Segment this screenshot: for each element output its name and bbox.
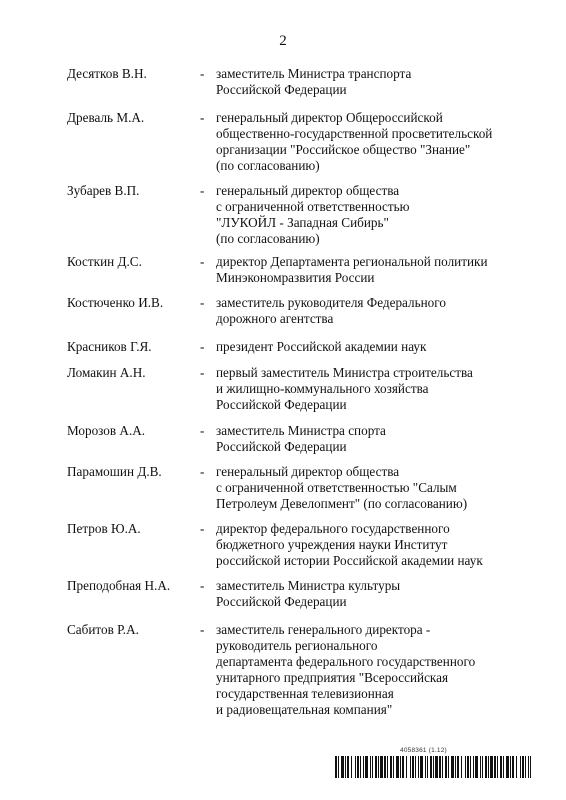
barcode-bar bbox=[378, 756, 379, 778]
description-line: и жилищно-коммунального хозяйства bbox=[216, 381, 429, 396]
description-line: руководитель регионального bbox=[216, 638, 378, 653]
position-description bbox=[216, 110, 516, 174]
barcode-bar bbox=[522, 756, 524, 778]
position-description bbox=[216, 521, 516, 569]
person-name: Петров Ю.А. bbox=[67, 521, 141, 536]
barcode-bar bbox=[497, 756, 498, 778]
barcode-bar bbox=[402, 756, 404, 778]
description-line: департамента федерального государственного bbox=[216, 654, 476, 669]
person-name: Ломакин А.Н. bbox=[67, 365, 146, 380]
barcode-bar bbox=[480, 756, 481, 778]
barcode-bar bbox=[528, 756, 529, 778]
barcode-bar bbox=[500, 756, 502, 778]
barcode-bar bbox=[530, 756, 531, 778]
barcode-bar bbox=[341, 756, 344, 778]
dash-separator: - bbox=[200, 464, 205, 479]
person-name: Древаль М.А. bbox=[67, 110, 145, 125]
barcode-bar bbox=[506, 756, 509, 778]
description-line: Петролеум Девелопмент" (по согласованию) bbox=[216, 496, 468, 511]
barcode-bar bbox=[430, 756, 432, 778]
person-name: Зубарев В.П. bbox=[67, 183, 140, 198]
description-line: (по согласованию) bbox=[216, 158, 320, 173]
barcode-bar bbox=[525, 756, 526, 778]
barcode-bar bbox=[375, 756, 377, 778]
barcode-bar bbox=[396, 756, 399, 778]
barcode-bar bbox=[482, 756, 483, 778]
barcode-bar bbox=[363, 756, 364, 778]
dash-separator: - bbox=[200, 578, 205, 593]
person-name: Морозов А.А. bbox=[67, 423, 146, 438]
barcode-bar bbox=[520, 756, 521, 778]
barcode-bar bbox=[439, 756, 441, 778]
person-name: Костюченко И.В. bbox=[67, 295, 164, 310]
barcode-bar bbox=[427, 756, 428, 778]
position-description bbox=[216, 66, 516, 98]
person-name: Красников Г.Я. bbox=[67, 339, 152, 354]
barcode-bar bbox=[470, 756, 471, 778]
barcode-bar bbox=[512, 756, 514, 778]
description-line: заместитель Министра транспорта bbox=[216, 66, 412, 81]
description-line: российской истории Российской академии наук bbox=[216, 553, 483, 568]
barcode-bar bbox=[387, 756, 388, 778]
barcode-bar bbox=[465, 756, 466, 778]
description-line: заместитель Министра культуры bbox=[216, 578, 401, 593]
barcode-bar bbox=[384, 756, 386, 778]
position-description bbox=[216, 365, 516, 413]
dash-separator: - bbox=[200, 622, 205, 637]
description-line: директор Департамента региональной политики bbox=[216, 254, 488, 269]
position-description bbox=[216, 254, 516, 286]
description-line: Минэкономразвития России bbox=[216, 270, 375, 285]
barcode-bar bbox=[448, 756, 449, 778]
barcode-bar bbox=[418, 756, 419, 778]
dash-separator: - bbox=[200, 183, 205, 198]
position-description bbox=[216, 464, 516, 512]
barcode-bar bbox=[467, 756, 469, 778]
description-line: заместитель Министра спорта bbox=[216, 423, 386, 438]
description-line: "ЛУКОЙЛ - Западная Сибирь" bbox=[216, 215, 389, 230]
description-line: (по согласованию) bbox=[216, 231, 320, 246]
barcode-bar bbox=[412, 756, 414, 778]
barcode-bar bbox=[365, 756, 368, 778]
barcode-bar bbox=[445, 756, 447, 778]
dash-separator: - bbox=[200, 295, 205, 310]
description-line: генеральный директор общества bbox=[216, 183, 400, 198]
barcode-bar bbox=[425, 756, 426, 778]
barcode-bar bbox=[370, 756, 371, 778]
dash-separator: - bbox=[200, 254, 205, 269]
barcode-bar bbox=[503, 756, 504, 778]
barcode-bar bbox=[415, 756, 416, 778]
description-line: президент Российской академии наук bbox=[216, 339, 427, 354]
barcode-bar bbox=[355, 756, 356, 778]
description-line: Российской Федерации bbox=[216, 82, 347, 97]
description-line: генеральный директор общества bbox=[216, 464, 400, 479]
description-line: общественно-государственной просветительской bbox=[216, 126, 493, 141]
description-line: государственная телевизионная bbox=[216, 686, 394, 701]
barcode-bar bbox=[442, 756, 443, 778]
barcode-bar bbox=[390, 756, 392, 778]
position-description bbox=[216, 578, 516, 610]
barcode-bar bbox=[457, 756, 459, 778]
barcode-bar bbox=[393, 756, 394, 778]
barcode-bar bbox=[400, 756, 401, 778]
barcode-bar bbox=[490, 756, 493, 778]
description-line: заместитель руководителя Федерального bbox=[216, 295, 446, 310]
description-line: с ограниченной ответственностью bbox=[216, 199, 410, 214]
barcode-bar bbox=[488, 756, 489, 778]
description-line: с ограниченной ответственностью "Салым bbox=[216, 480, 457, 495]
barcode-bar bbox=[455, 756, 456, 778]
description-line: и радиовещательная компания" bbox=[216, 702, 393, 717]
barcode-bar bbox=[360, 756, 361, 778]
description-line: Российской Федерации bbox=[216, 397, 347, 412]
barcode bbox=[335, 756, 531, 778]
barcode-bar bbox=[494, 756, 496, 778]
barcode-bar bbox=[347, 756, 349, 778]
barcode-bar bbox=[357, 756, 359, 778]
description-line: бюджетного учреждения науки Институт bbox=[216, 537, 448, 552]
description-line: генеральный директор Общероссийской bbox=[216, 110, 443, 125]
description-line: дорожного агентства bbox=[216, 311, 334, 326]
barcode-bar bbox=[410, 756, 411, 778]
position-description bbox=[216, 622, 516, 718]
barcode-bar bbox=[516, 756, 517, 778]
dash-separator: - bbox=[200, 66, 205, 81]
position-description bbox=[216, 423, 516, 455]
barcode-bar bbox=[338, 756, 339, 778]
description-line: Российской Федерации bbox=[216, 594, 347, 609]
barcode-bar bbox=[345, 756, 346, 778]
description-line: Российской Федерации bbox=[216, 439, 347, 454]
barcode-bar bbox=[485, 756, 487, 778]
page-number: 2 bbox=[279, 33, 287, 49]
dash-separator: - bbox=[200, 423, 205, 438]
person-name: Преподобная Н.А. bbox=[67, 578, 171, 593]
person-name: Косткин Д.С. bbox=[67, 254, 142, 269]
description-line: директор федерального государственного bbox=[216, 521, 450, 536]
barcode-bar bbox=[461, 756, 462, 778]
person-name: Парамошин Д.В. bbox=[67, 464, 162, 479]
barcode-bar bbox=[473, 756, 474, 778]
barcode-bar bbox=[451, 756, 454, 778]
position-description bbox=[216, 339, 516, 355]
barcode-bar bbox=[435, 756, 438, 778]
description-line: унитарного предприятия "Всероссийская bbox=[216, 670, 449, 685]
barcode-bar bbox=[372, 756, 373, 778]
document-code: 4058361 (1.12) bbox=[400, 747, 447, 754]
dash-separator: - bbox=[200, 365, 205, 380]
barcode-bar bbox=[420, 756, 423, 778]
person-name: Сабитов Р.А. bbox=[67, 622, 139, 637]
position-description bbox=[216, 295, 516, 327]
barcode-bar bbox=[380, 756, 383, 778]
barcode-bar bbox=[510, 756, 511, 778]
dash-separator: - bbox=[200, 110, 205, 125]
barcode-bar bbox=[351, 756, 352, 778]
description-line: заместитель генерального директора - bbox=[216, 622, 431, 637]
dash-separator: - bbox=[200, 339, 205, 354]
barcode-bar bbox=[335, 756, 337, 778]
position-description bbox=[216, 183, 516, 247]
barcode-bar bbox=[406, 756, 407, 778]
barcode-bar bbox=[475, 756, 478, 778]
person-name: Десятков В.Н. bbox=[67, 66, 147, 81]
description-line: организации "Российское общество "Знание" bbox=[216, 142, 471, 157]
dash-separator: - bbox=[200, 521, 205, 536]
description-line: первый заместитель Министра строительства bbox=[216, 365, 473, 380]
barcode-bar bbox=[433, 756, 434, 778]
